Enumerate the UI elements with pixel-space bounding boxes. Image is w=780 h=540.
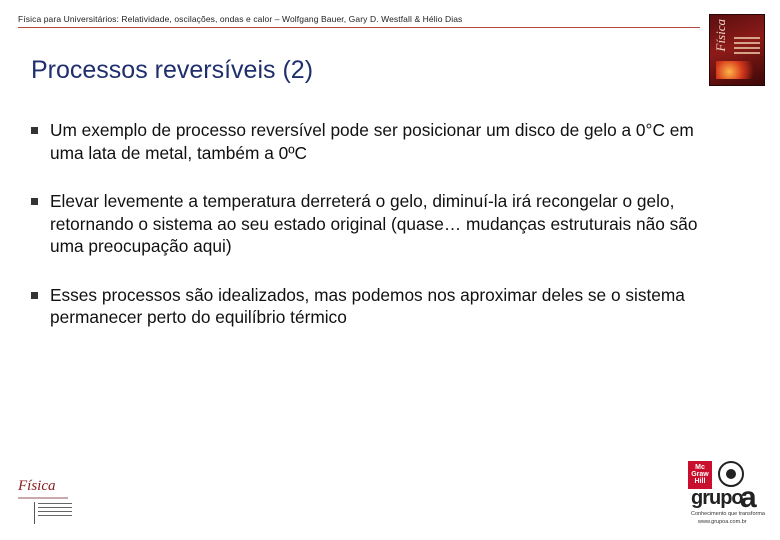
mcgraw-hill-logo: Mc Graw Hill bbox=[688, 461, 712, 489]
bullet-item bbox=[31, 119, 731, 164]
cover-title: Física bbox=[713, 19, 728, 52]
bullet-square-icon bbox=[31, 292, 38, 299]
cover-artwork bbox=[716, 61, 760, 79]
grupo-a-tagline: Conhecimento que transforma bbox=[691, 511, 765, 517]
bullet-square-icon bbox=[31, 127, 38, 134]
bullet-text: Elevar levemente a temperatura derreterá o gelo, diminuí-la irá recongelar o gelo, retornando o sistema ao seu estado original (quase… mudanças estruturais não são uma preocupação aqui) bbox=[50, 191, 698, 256]
header-divider bbox=[18, 27, 700, 28]
bullet-item bbox=[31, 190, 731, 258]
grupo-a-logo-text: grupo bbox=[691, 487, 743, 509]
book-header: Física para Universitários: Relatividade, oscilações, ondas e calor – Wolfgang Bauer, Gary D. Westfall & Hélio Dias bbox=[18, 14, 463, 24]
cover-text-lines bbox=[734, 37, 760, 57]
publisher-logo bbox=[688, 461, 770, 531]
bullet-list bbox=[31, 119, 731, 329]
grupo-a-letter: a bbox=[740, 481, 757, 514]
fisica-logo-text: Física bbox=[18, 478, 56, 494]
fisica-logo bbox=[16, 478, 86, 526]
bullet-item bbox=[31, 284, 731, 329]
bullet-text: Um exemplo de processo reversível pode ser posicionar um disco de gelo a 0°C em uma lata de metal, também a 0ºC bbox=[50, 120, 694, 163]
slide-title: Processos reversíveis (2) bbox=[31, 56, 314, 84]
book-cover-image bbox=[709, 14, 765, 86]
grupo-a-url: www.grupoa.com.br bbox=[698, 519, 747, 525]
bullet-square-icon bbox=[31, 198, 38, 205]
bullet-text: Esses processos são idealizados, mas podemos nos aproximar deles se o sistema permanecer perto do equilíbrio térmico bbox=[50, 284, 685, 327]
